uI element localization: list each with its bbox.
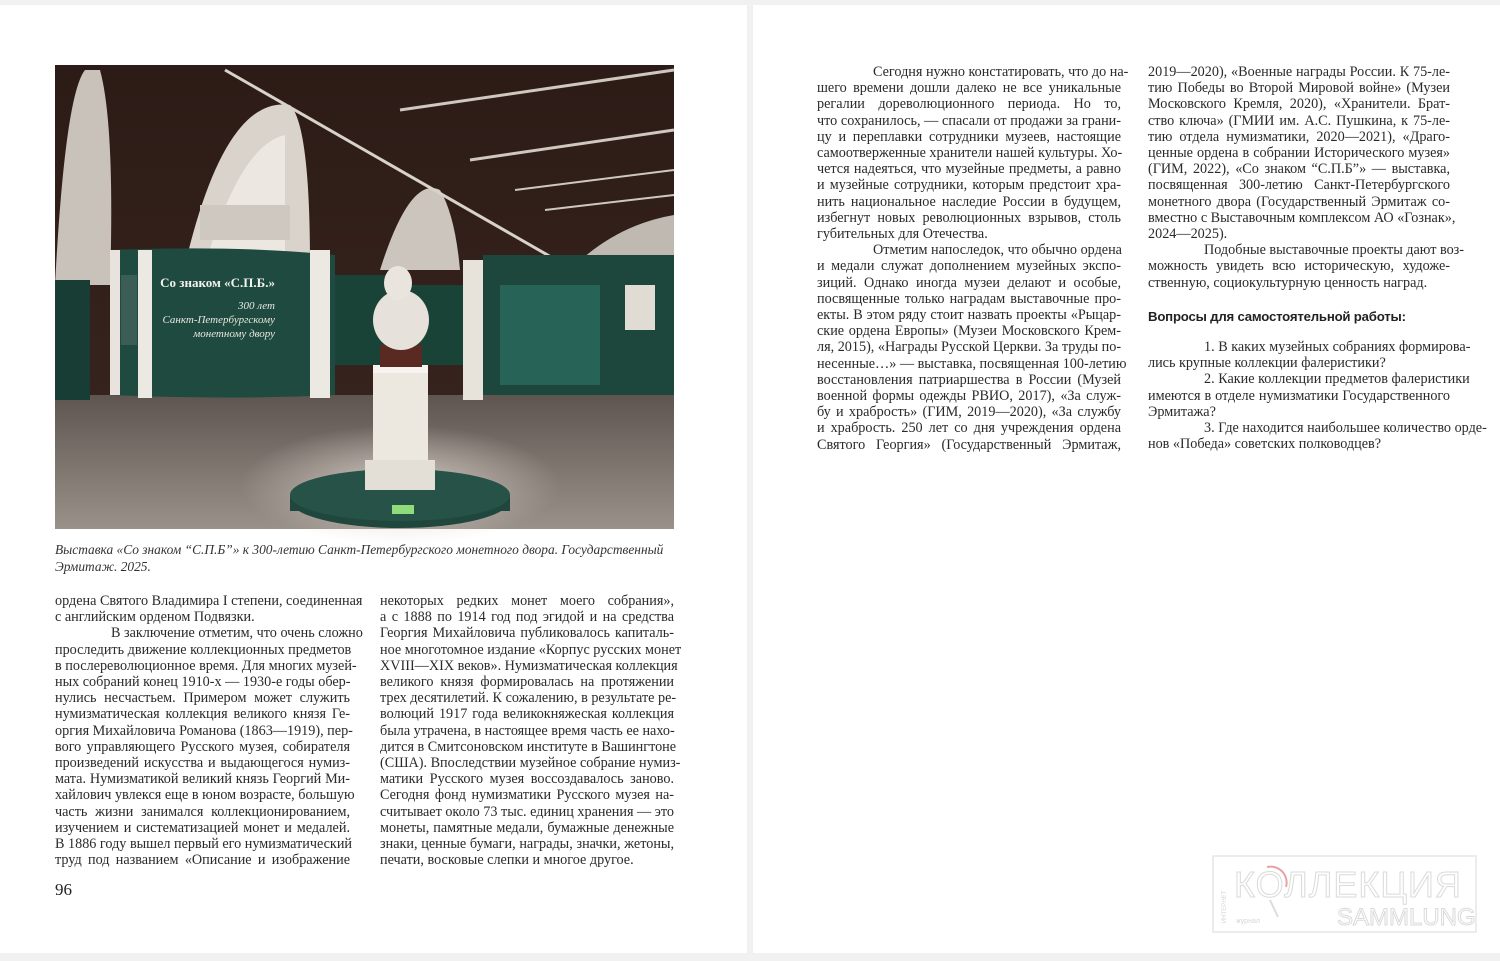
watermark-side-text: ИНТЕРНЕТ	[1222, 890, 1228, 923]
text-line: нить национальное наследие России в будущем,	[817, 193, 1121, 210]
text-line: зиций. Однако иногда музеи делают и особые,	[817, 274, 1121, 291]
photo-caption: Выставка «Со знаком “С.П.Б”» к 300-летию Санкт-Петербургского монетного двора. Государственный Эрмитаж. 2025.	[55, 542, 664, 574]
text-line: ордена Святого Владимира I степени, соединенная	[55, 593, 363, 609]
watermark-main-text: КОЛЛЕКЦИЯ	[1234, 864, 1462, 905]
text-line: знаки, ценные бумаги, награды, значки, жетоны,	[380, 836, 674, 853]
question-line: 3. Где находится наибольшее количество орде-	[1204, 420, 1487, 437]
text-line: XVIII—XIX веков». Нумизматическая коллекция	[380, 657, 678, 674]
text-line: ство ключа» (ГМИИ им. А.С. Пушкина, к 75-ле-	[1148, 112, 1450, 129]
text-line: вместно с Выставочным комплексом АО «Гознак»,	[1148, 209, 1456, 226]
text-line: Сегодня нужно констатировать, что до на-	[873, 64, 1129, 80]
text-line: (ГИМ, 2022), «Со знаком “С.П.Б”» — выставка,	[1148, 161, 1450, 178]
text-line: великого князя формировалась на протяжении	[380, 674, 674, 691]
text-line: шего времени дошли далеко не все уникальные	[817, 80, 1121, 97]
sign-line-2: Санкт-Петербургскому	[162, 314, 275, 326]
text-line: самоотверженные хранители нашей культуры. Хо-	[817, 145, 1123, 162]
sign-line-1: 300 лет	[237, 300, 275, 312]
right-column-2	[1148, 64, 1487, 453]
text-line: военной формы одежды РВИО, 2017), «За служ-	[817, 388, 1121, 405]
text-line: а с 1888 по 1914 год под эгидой и на средства	[380, 609, 674, 626]
text-line: матики Русского музея воссоздавалось заново.	[380, 771, 674, 788]
text-line: ценные ордена в собрании Исторического музея»	[1148, 145, 1450, 162]
text-line: произведений искусства и выдающегося нумиз-	[55, 755, 350, 772]
text-line: избегнут новых революционных взрывов, столь	[817, 209, 1121, 226]
text-line: посвященные только наградам выставочные про-	[817, 290, 1121, 307]
question-line: 2. Какие коллекции предметов фалеристики	[1204, 371, 1470, 388]
text-line: некоторых редких монет моего собрания»,	[380, 593, 674, 609]
text-line: нулись несчастьем. Примером может служить	[55, 690, 350, 707]
text-line: Георгия Михайловича публиковалось капиталь-	[380, 625, 674, 642]
text-line: с английским орденом Подвязки.	[55, 609, 255, 626]
text-line: мата. Нумизматикой великий князь Георгий Ми-	[55, 771, 350, 788]
question-line: 1. В каких музейных собраниях формирова-	[1204, 339, 1471, 356]
text-line: была утрачена, в настоящее время часть ее нахо-	[380, 722, 675, 739]
watermark-sub-text: SAMMLUNG	[1337, 904, 1476, 931]
sign-title: Со знаком «С.П.Б.»	[160, 275, 275, 290]
text-line: часть жизни занимался коллекционированием,	[55, 803, 350, 820]
text-line: ственную, социокультурную ценность наград.	[1148, 274, 1428, 291]
text-line: и музейные сотрудники, которым предстоит хра-	[817, 177, 1121, 194]
text-line: губительных для Отечества.	[817, 226, 988, 243]
text-line: проследить движение коллекционных предметов	[55, 641, 352, 658]
page-number: 96	[55, 880, 72, 899]
text-line: регалии дореволюционного периода. Но то,	[817, 96, 1121, 113]
text-line: ские ордена Европы» (Музеи Московского Крем-	[817, 323, 1121, 340]
text-line: Святого Георгия» (Государственный Эрмитаж,	[817, 436, 1121, 453]
left-column-1	[55, 593, 363, 869]
text-line: цу и переплавки сотрудники музеев, настоящие	[817, 128, 1121, 145]
text-line: посвященная 300-летию Санкт-Петербургского	[1148, 177, 1450, 194]
text-line: вого управляющего Русского музея, собирателя	[55, 738, 350, 755]
text-line: бу и храбрость» (ГИМ, 2019—2020), «За службу	[817, 404, 1121, 421]
text-line: (США). Впоследствии музейное собрание нумиз-	[380, 755, 681, 772]
text-line: трех десятилетий. К сожалению, в результате ре-	[380, 690, 677, 707]
text-line: печати, восковые слепки и многое другое.	[380, 852, 634, 869]
exhibition-photo	[55, 65, 674, 529]
text-line: 2024—2025).	[1148, 226, 1228, 243]
text-line: В 1886 году вышел первый его нумизматический	[55, 836, 353, 853]
text-line: восстановления патриаршества в России (Музей	[817, 371, 1121, 388]
text-line: нумизматическая коллекция великого князя Ге-	[55, 706, 350, 723]
questions-heading: Вопросы для самостоятельной работы:	[1148, 308, 1406, 324]
text-line: Отметим напоследок, что обычно ордена	[873, 242, 1122, 259]
text-line: 2019—2020), «Военные награды России. К 75-ле-	[1148, 64, 1450, 80]
text-line: и медали служат дополнением музейных экспо-	[817, 258, 1121, 275]
text-line: в послереволюционное время. Для многих музей-	[55, 657, 357, 674]
text-line: ное многотомное издание «Корпус русских монет	[380, 641, 682, 658]
text-line: ных собраний конец 1910-х — 1930-е годы обер-	[55, 674, 351, 691]
text-line: изучением и систематизацией монет и медалей.	[55, 819, 350, 836]
text-line: считывает около 73 тыс. единиц хранения — это	[380, 803, 674, 820]
text-line: Московского Кремля, 2020), «Хранители. Брат-	[1148, 96, 1450, 113]
text-line: Подобные выставочные проекты дают воз-	[1204, 242, 1464, 259]
sign-line-3: монетному двору	[193, 328, 275, 340]
question-line: имеются в отделе нумизматики Государственного	[1148, 387, 1450, 404]
text-line: дится в Смитсоновском институте в Вашингтоне	[380, 738, 677, 755]
text-line: Сегодня фонд нумизматики Русского музея на-	[380, 787, 674, 804]
watermark-small-text: журнал	[1236, 918, 1260, 925]
text-line: волюций 1917 года великокняжеская коллекция	[380, 706, 674, 723]
text-line: ля, 2015), «Награды Русской Церкви. За труды по-	[817, 339, 1122, 356]
right-page	[753, 5, 1500, 953]
text-line: екты. В этом ряду стоит назвать проекты «Рыцар-	[817, 307, 1121, 324]
left-page	[0, 5, 747, 953]
text-line: тию отдела нумизматики, 2020—2021), «Драго-	[1148, 128, 1450, 145]
exhibition-hall-image	[55, 65, 674, 529]
text-line: что сохранилось, — спасали от продажи за грани-	[817, 112, 1121, 129]
text-line: хайлович увлекся еще в юном возрасте, большую	[55, 787, 355, 804]
text-line: несенные…» — выставка, посвященная 100-летию	[817, 355, 1127, 372]
kollektsiya-watermark-logo	[1212, 855, 1477, 933]
text-line: и храбрость. 250 лет со дня учреждения ордена	[817, 420, 1121, 437]
question-line: нов «Победа» советских полководцев?	[1148, 436, 1381, 453]
question-line: Эрмитажа?	[1148, 403, 1216, 420]
text-line: чется надеяться, что музейные предметы, а равно	[817, 161, 1121, 178]
text-line: оргия Михайловича Романова (1863—1919), пер-	[55, 722, 353, 739]
right-column-1	[817, 64, 1129, 453]
text-line: тию Победы во Второй Мировой войне» (Музеи	[1148, 80, 1450, 97]
text-line: монеты, памятные медали, бумажные денежные	[380, 819, 674, 836]
text-line: монетного двора (Государственный Эрмитаж со-	[1148, 193, 1450, 210]
text-line: можность увидеть всю историческую, художе-	[1148, 258, 1450, 275]
left-column-2	[380, 593, 682, 869]
watermark-logo-graphic	[1212, 855, 1477, 933]
question-line: лись крупные коллекции фалеристики?	[1148, 355, 1386, 372]
text-line: В заключение отметим, что очень сложно	[111, 625, 363, 642]
text-line: труд под названием «Описание и изображение	[55, 852, 350, 869]
